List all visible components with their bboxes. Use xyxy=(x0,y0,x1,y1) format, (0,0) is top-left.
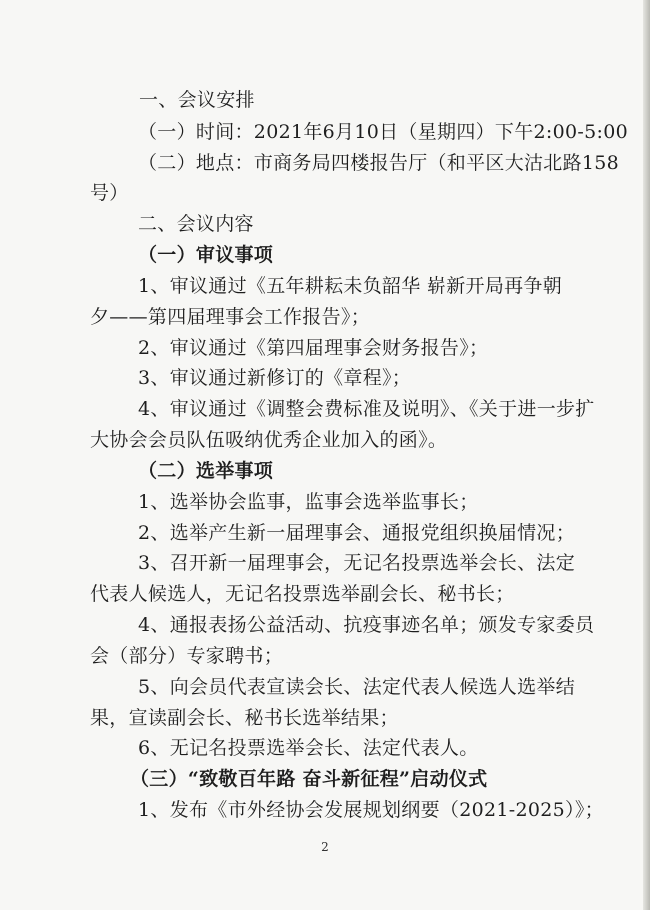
election-item-4: 4、通报表扬公益活动、抗疫事迹名单；颁发专家委员 xyxy=(138,614,595,636)
meeting-location-line: （二）地点：市商务局四楼报告厅（和平区大沽北路158 xyxy=(138,152,620,174)
election-item-6: 6、无记名投票选举会长、法定代表人。 xyxy=(138,737,479,759)
election-item-4-continued: 会（部分）专家聘书； xyxy=(90,645,284,667)
election-item-3-continued: 代表人候选人，无记名投票选举副会长、秘书长； xyxy=(90,583,515,605)
review-item-1-continued: 夕——第四届理事会工作报告》； xyxy=(90,306,371,328)
election-item-5: 5、向会员代表宣读会长、法定代表人候选人选举结 xyxy=(138,676,575,698)
review-item-1: 1、审议通过《五年耕耘未负韶华 崭新开局再争朝 xyxy=(138,275,563,297)
election-item-2: 2、选举产生新一届理事会、通报党组织换届情况； xyxy=(138,522,575,544)
launch-item-1: 1、发布《市外经协会发展规划纲要（2021-2025）》； xyxy=(138,799,604,821)
subheading-review-items: （一）审议事项 xyxy=(138,244,274,266)
meeting-location-line-continued: 号） xyxy=(90,182,129,204)
election-item-1: 1、选举协会监事，监事会选举监事长； xyxy=(138,491,479,513)
review-item-4-continued: 大协会会员队伍吸纳优秀企业加入的函》。 xyxy=(90,429,448,451)
subheading-launch-ceremony: （三）“致敬百年路 奋斗新征程”启动仪式 xyxy=(130,768,488,790)
review-item-2: 2、审议通过《第四届理事会财务报告》； xyxy=(138,337,489,359)
subheading-election-items: （二）选举事项 xyxy=(138,460,274,482)
meeting-time-line: （一）时间：2021年6月10日（星期四）下午2:00-5:00 xyxy=(138,121,628,143)
review-item-3: 3、审议通过新修订的《章程》； xyxy=(138,367,412,389)
page-number: 2 xyxy=(321,840,329,854)
section-heading-meeting-arrangement: 一、会议安排 xyxy=(139,89,255,111)
review-item-4: 4、审议通过《调整会费标准及说明》、《关于进一步扩 xyxy=(138,398,595,420)
section-heading-meeting-content: 二、会议内容 xyxy=(138,213,254,235)
election-item-3: 3、召开新一届理事会，无记名投票选举会长、法定 xyxy=(138,552,575,574)
election-item-5-continued: 果，宣读副会长、秘书长选举结果； xyxy=(90,707,399,729)
